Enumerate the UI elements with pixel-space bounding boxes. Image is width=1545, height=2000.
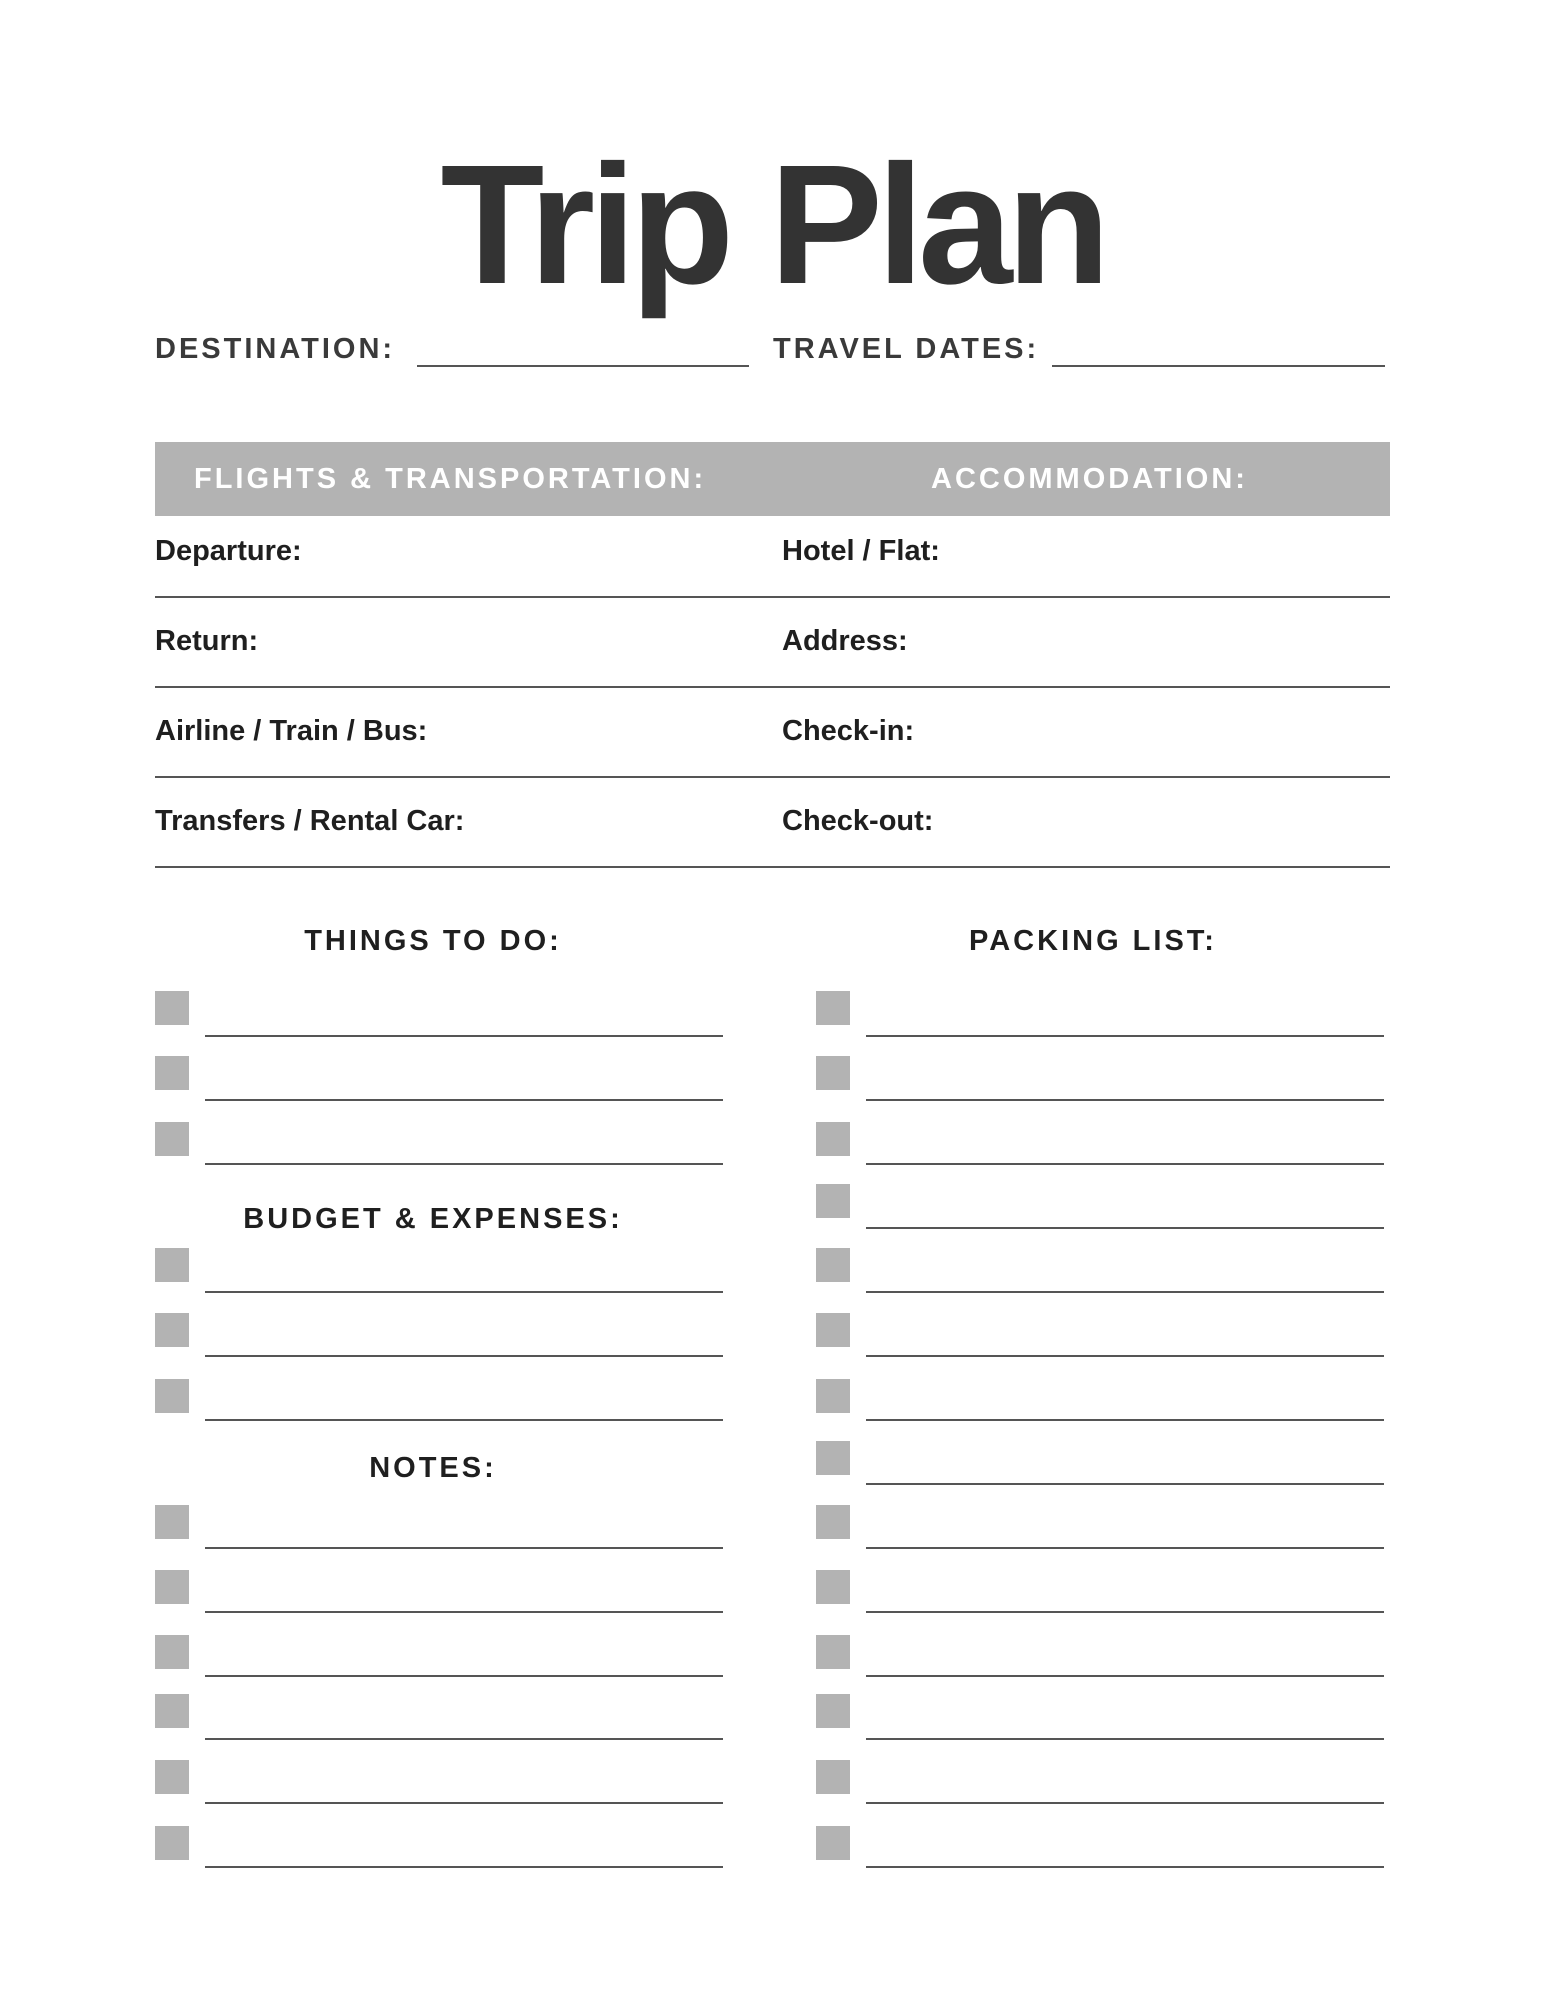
notes-line[interactable] bbox=[205, 1802, 723, 1804]
packing-checkbox[interactable] bbox=[816, 1505, 850, 1539]
things-to-do-heading: THINGS TO DO: bbox=[304, 925, 562, 957]
row-divider bbox=[155, 776, 1390, 778]
packing-checkbox[interactable] bbox=[816, 1826, 850, 1860]
packing-line[interactable] bbox=[866, 1163, 1384, 1165]
row-divider bbox=[155, 686, 1390, 688]
packing-checkbox[interactable] bbox=[816, 1694, 850, 1728]
notes-checkbox[interactable] bbox=[155, 1826, 189, 1860]
budget-expenses-heading: BUDGET & EXPENSES: bbox=[243, 1203, 623, 1235]
budget-line[interactable] bbox=[205, 1355, 723, 1357]
check-out-label: Check-out: bbox=[782, 805, 934, 837]
packing-line[interactable] bbox=[866, 1227, 1384, 1229]
notes-checkbox[interactable] bbox=[155, 1694, 189, 1728]
packing-line[interactable] bbox=[866, 1738, 1384, 1740]
packing-line[interactable] bbox=[866, 1099, 1384, 1101]
hotel-flat-label: Hotel / Flat: bbox=[782, 535, 940, 567]
packing-line[interactable] bbox=[866, 1866, 1384, 1868]
check-in-label: Check-in: bbox=[782, 715, 915, 747]
budget-checkbox[interactable] bbox=[155, 1379, 189, 1413]
packing-checkbox[interactable] bbox=[816, 1570, 850, 1604]
todo-line[interactable] bbox=[205, 1035, 723, 1037]
notes-line[interactable] bbox=[205, 1866, 723, 1868]
packing-line[interactable] bbox=[866, 1547, 1384, 1549]
packing-checkbox[interactable] bbox=[816, 1122, 850, 1156]
budget-checkbox[interactable] bbox=[155, 1248, 189, 1282]
packing-checkbox[interactable] bbox=[816, 1760, 850, 1794]
packing-line[interactable] bbox=[866, 1355, 1384, 1357]
notes-line[interactable] bbox=[205, 1611, 723, 1613]
todo-line[interactable] bbox=[205, 1163, 723, 1165]
notes-checkbox[interactable] bbox=[155, 1505, 189, 1539]
budget-checkbox[interactable] bbox=[155, 1313, 189, 1347]
packing-checkbox[interactable] bbox=[816, 991, 850, 1025]
packing-checkbox[interactable] bbox=[816, 1184, 850, 1218]
notes-heading: NOTES: bbox=[369, 1452, 497, 1484]
packing-line[interactable] bbox=[866, 1675, 1384, 1677]
packing-line[interactable] bbox=[866, 1291, 1384, 1293]
budget-line[interactable] bbox=[205, 1291, 723, 1293]
accommodation-heading: ACCOMMODATION: bbox=[931, 463, 1248, 495]
destination-label: DESTINATION: bbox=[155, 333, 396, 365]
transfers-rental-car-label: Transfers / Rental Car: bbox=[155, 805, 465, 837]
packing-line[interactable] bbox=[866, 1035, 1384, 1037]
departure-label: Departure: bbox=[155, 535, 302, 567]
todo-checkbox[interactable] bbox=[155, 1056, 189, 1090]
packing-checkbox[interactable] bbox=[816, 1379, 850, 1413]
notes-checkbox[interactable] bbox=[155, 1760, 189, 1794]
packing-list-heading: PACKING LIST: bbox=[969, 925, 1217, 957]
packing-line[interactable] bbox=[866, 1483, 1384, 1485]
todo-line[interactable] bbox=[205, 1099, 723, 1101]
address-label: Address: bbox=[782, 625, 908, 657]
packing-checkbox[interactable] bbox=[816, 1441, 850, 1475]
page-title: Trip Plan bbox=[440, 130, 1105, 320]
todo-checkbox[interactable] bbox=[155, 991, 189, 1025]
todo-checkbox[interactable] bbox=[155, 1122, 189, 1156]
notes-line[interactable] bbox=[205, 1738, 723, 1740]
packing-line[interactable] bbox=[866, 1611, 1384, 1613]
packing-checkbox[interactable] bbox=[816, 1313, 850, 1347]
notes-line[interactable] bbox=[205, 1675, 723, 1677]
travel-dates-field[interactable] bbox=[1052, 365, 1385, 367]
flights-transportation-heading: FLIGHTS & TRANSPORTATION: bbox=[194, 463, 707, 495]
row-divider bbox=[155, 866, 1390, 868]
notes-checkbox[interactable] bbox=[155, 1570, 189, 1604]
packing-checkbox[interactable] bbox=[816, 1635, 850, 1669]
notes-line[interactable] bbox=[205, 1547, 723, 1549]
travel-dates-label: TRAVEL DATES: bbox=[773, 333, 1040, 365]
budget-line[interactable] bbox=[205, 1419, 723, 1421]
packing-line[interactable] bbox=[866, 1419, 1384, 1421]
packing-line[interactable] bbox=[866, 1802, 1384, 1804]
notes-checkbox[interactable] bbox=[155, 1635, 189, 1669]
airline-train-bus-label: Airline / Train / Bus: bbox=[155, 715, 428, 747]
packing-checkbox[interactable] bbox=[816, 1248, 850, 1282]
destination-field[interactable] bbox=[417, 365, 749, 367]
return-label: Return: bbox=[155, 625, 259, 657]
packing-checkbox[interactable] bbox=[816, 1056, 850, 1090]
section-band bbox=[155, 442, 1390, 516]
row-divider bbox=[155, 596, 1390, 598]
